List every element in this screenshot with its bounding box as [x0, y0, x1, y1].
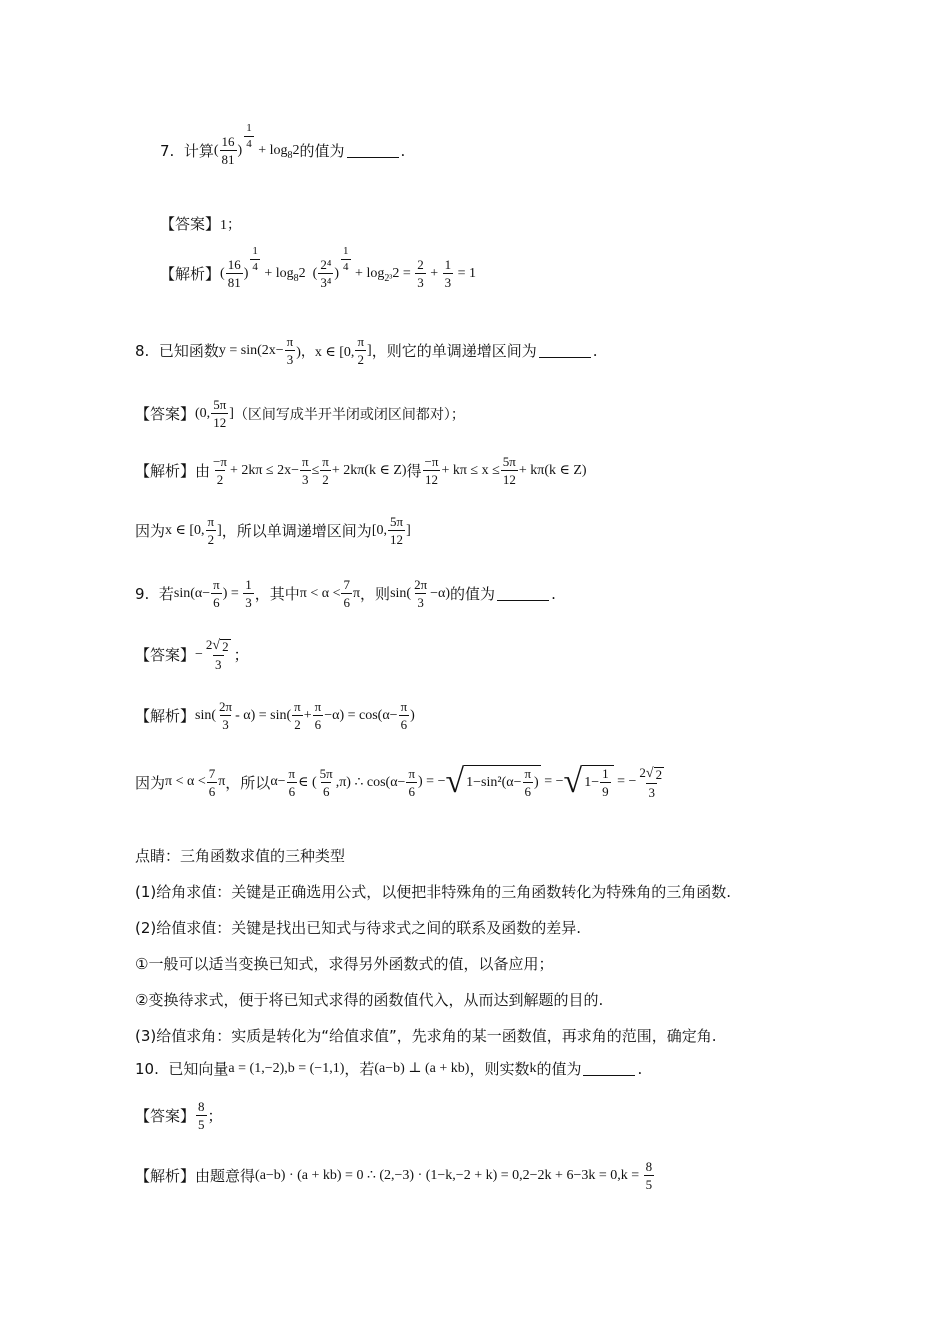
tip-item: (1)给角求值：关键是正确选用公式，以便把非特殊角的三角函数转化为特殊角的三角函数.: [135, 883, 732, 901]
solution-tag: 【解析】: [135, 462, 196, 480]
tip-item: (3)给值求角：实质是转化为“给值求值”，先求角的某一函数值，再求角的范围，确定角.: [135, 1027, 717, 1045]
solution-8-expression: $\frac{-\pi}{2}$ + 2kπ ≤ 2x− $\frac{\pi}{3}$ ≤ $\frac{\pi}{2}$ + 2kπ(k ∈ Z): [213, 454, 407, 487]
q9-number: 9.: [135, 584, 150, 603]
answer-blank: [539, 343, 591, 358]
q8-suffix: ，则它的单调递增区间为: [371, 342, 537, 360]
q8-prefix: 已知函数: [158, 342, 219, 360]
question-7: 7. 计算 ( $\frac{16}{81}$ ) $\frac{1}{4}$ + log 8 2 的值为 .: [160, 122, 406, 167]
tip-item: ①一般可以适当变换已知式，求得另外函数式的值，以备应用；: [135, 955, 554, 973]
q9-expression: sin(α− $\frac{\pi}{6}$ ) = $\frac{1}{3}$: [173, 577, 252, 610]
answer-8: [135, 398, 465, 429]
answer-blank: [583, 1061, 635, 1076]
tip-section: [135, 843, 731, 1059]
answer-tag: 【答案】: [160, 215, 221, 233]
solution-9-derivation: 因为 π < α < $\frac{7}{6}$ π ，所以 α− $\frac{\pi}{6}$ ∈ ( $\frac{5\pi}{6}$ ,π) ∴ cos(α− $\frac{\pi}{6}$ ) = − √ 1−sin²(α− $\frac{\pi}{6}$ ) = − √ 1− $\frac{1}{9}$ = − 2 √ 2 3: [135, 763, 663, 800]
answer-10: 【答案】 $\frac{8}{5}$ ；: [135, 1099, 223, 1132]
answer-tag: 【答案】: [135, 405, 196, 423]
solution-10: 【解析】 由题意得 (a−b) · (a + kb) = 0 ∴ (2,−3) · (1−k,−2 + k) = 0,2−2k + 6−3k = 0,k = $\frac{8}{5}$: [135, 1159, 653, 1192]
answer-tag: 【答案】: [135, 1107, 196, 1125]
answer-value: (0, $\frac{5\pi}{12}$ ]: [195, 397, 234, 430]
question-9: 9. 若 sin(α− $\frac{\pi}{6}$ ) = $\frac{1}{3}$ ，其中 π < α < $\frac{7}{6}$ π ，则 sin( $\frac{2\pi}{3}$ −α) 的值为 .: [135, 577, 556, 610]
tip-item: (2)给值求值：关键是找出已知式与待求式之间的联系及函数的差异.: [135, 919, 582, 937]
solution-9: [135, 700, 415, 731]
solution-tag: 【解析】: [160, 265, 221, 283]
solution-8-conclusion: 因为 x ∈ [0, $\frac{\pi}{2}$ ] ，所以单调递增区间为 [0, $\frac{5\pi}{12}$ ]: [135, 514, 411, 547]
solution-tag: 【解析】: [135, 707, 196, 725]
q7-expression: ( $\frac{16}{81}$ ) $\frac{1}{4}$ + log 8 2: [213, 122, 300, 167]
answer-value: 1；: [220, 217, 242, 233]
tip-title: 点睛：三角函数求值的三种类型: [135, 847, 346, 865]
solution-8: 【解析】 由 $\frac{-\pi}{2}$ + 2kπ ≤ 2x− $\frac{\pi}{3}$ ≤ $\frac{\pi}{2}$ + 2kπ(k ∈ Z) 得 $\frac{-\pi}{12}$ + kπ ≤ x ≤ $\frac{5\pi}{12}$ + kπ(k ∈ Z): [135, 454, 587, 487]
solution-7-expression: ( $\frac{16}{81}$ ) $\frac{1}{4}$ + log 8 2 ( $\frac{\text{2⁴}}{\text{3⁴}}$ ) $\frac{1}{4}$ + log 2³ 2 = $\frac{2}{3}$ + $\frac{1}{3}$ = 1: [220, 245, 477, 290]
q10-number: 10.: [135, 1059, 159, 1078]
tip-item: ②变换待求式，便于将已知式求得的函数值代入，从而达到解题的目的.: [135, 991, 604, 1009]
answer-note: （区间写成半开半闭或闭区间都对）；: [233, 406, 465, 423]
solution-9-expression: sin( $\frac{2\pi}{3}$ - α) = sin( $\frac{\pi}{2}$ + $\frac{\pi}{6}$ −α) = cos(α− $\frac{\pi}{6}$ ): [195, 699, 415, 732]
question-8: 8. 已知函数 y = sin(2x− $\frac{\pi}{3}$ )，x ∈ [0, $\frac{\pi}{2}$ ] ，则它的单调递增区间为 .: [135, 334, 598, 367]
answer-blank: [347, 143, 399, 158]
answer-7: [160, 213, 241, 234]
answer-tag: 【答案】: [135, 646, 196, 664]
solution-7: [160, 245, 477, 290]
answer-value: − 2 √ 2 3: [195, 637, 229, 672]
answer-9: 【答案】 − 2 √ 2 3 ；: [135, 637, 249, 672]
answer-blank: [497, 586, 549, 601]
q7-prefix: 计算: [183, 142, 214, 160]
q8-expression: y = sin(2x− $\frac{\pi}{3}$ )，x ∈ [0, $\frac{\pi}{2}$ ]: [218, 334, 372, 367]
q8-number: 8.: [135, 341, 150, 360]
q7-suffix: 的值为: [299, 142, 345, 160]
solution-tag: 【解析】: [135, 1167, 196, 1185]
question-10: 10. 已知向量 a = (1,−2),b = (−1,1) ，若 (a−b) ⊥ (a + kb) ，则实数 k 的值为 .: [135, 1059, 643, 1078]
q7-number: 7.: [160, 141, 175, 160]
answer-value: $\frac{8}{5}$: [198, 1099, 205, 1132]
